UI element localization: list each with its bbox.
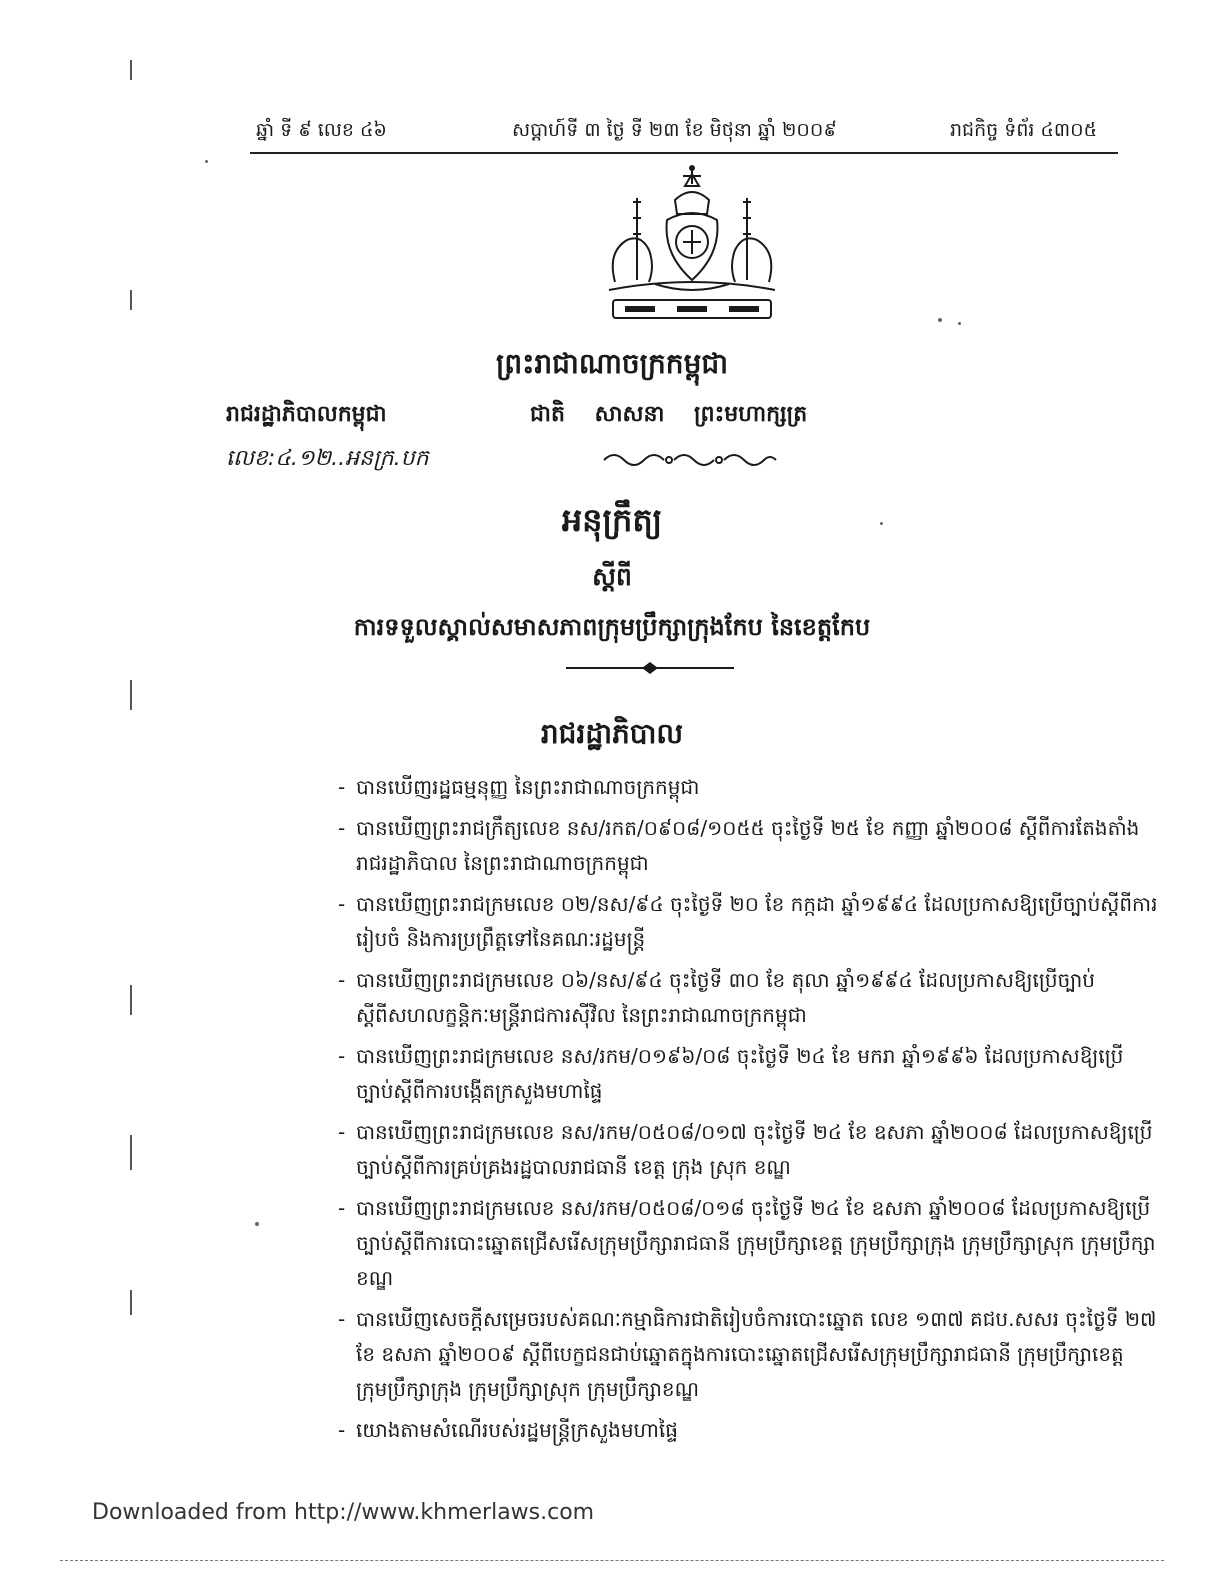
scan-margin-line	[130, 290, 132, 310]
reference-number: លេខ:៤.១២..អនក្រ.បក	[226, 446, 429, 471]
clause-item: - បានឃើញព្រះរាជក្រមលេខ នស/រកម/០១៩៦/០៨ ចុះថ្ងៃទី ២៤ ខែ មករា ឆ្នាំ១៩៩៦ ដែលប្រកាសឱ្យប្រើច្បាប់ស្តីពីការបង្កើតក្រសួងមហាផ្ទៃ	[338, 1039, 1158, 1109]
about-label: ស្តីពី	[592, 562, 632, 591]
clause-item: - បានឃើញព្រះរាជក្រមលេខ ០៦/នស/៩៤ ចុះថ្ងៃទី ៣០ ខែ តុលា ឆ្នាំ១៩៩៤ ដែលប្រកាសឱ្យប្រើច្បាប់ស្តីពីសហលក្ខន្តិកៈមន្ត្រីរាជការស៊ីវិល នៃព្រះរាជាណាចក្រកម្ពុជា	[338, 963, 1158, 1033]
document-type: អនុក្រឹត្យ	[561, 501, 663, 539]
clause-item: - បានឃើញព្រះរាជក្រមលេខ ០២/នស/៩៤ ចុះថ្ងៃទី ២០ ខែ កក្កដា ឆ្នាំ១៩៩៤ ដែលប្រកាសឱ្យប្រើច្បាប់ស្តីពីការរៀបចំ និងការប្រព្រឹត្តទៅនៃគណៈរដ្ឋមន្ត្រី	[338, 887, 1158, 957]
clause-item: - បានឃើញព្រះរាជក្រមលេខ នស/រកម/០៥០៨/០១៧ ចុះថ្ងៃទី ២៤ ខែ ឧសភា ឆ្នាំ២០០៨ ដែលប្រកាសឱ្យប្រើច្បាប់ស្តីពីការគ្រប់គ្រងរដ្ឋបាលរាជធានី ខេត្ត ក្រុង ស្រុក ខណ្ឌ	[338, 1115, 1158, 1185]
government-heading: រាជរដ្ឋាភិបាល	[540, 717, 684, 750]
clause-item: - យោងតាមសំណើរបស់រដ្ឋមន្ត្រីក្រសួងមហាផ្ទៃ	[338, 1413, 1158, 1448]
scan-speck	[958, 322, 961, 325]
scan-margin-line	[130, 1290, 132, 1315]
national-motto: ជាតិ សាសនា ព្រះមហាក្សត្រ	[530, 402, 808, 427]
scan-speck	[938, 318, 942, 322]
ornament-divider	[600, 448, 780, 474]
scan-speck	[255, 1222, 259, 1226]
preamble-clauses	[338, 770, 1158, 1454]
header-rule	[250, 152, 1118, 154]
scan-margin-line	[130, 680, 132, 710]
scan-margin-line	[130, 985, 132, 1015]
scan-margin-line	[130, 60, 132, 80]
gazette-volume: ឆ្នាំ ទី ៩ លេខ ៤៦	[256, 119, 387, 141]
clause-item: - បានឃើញព្រះរាជក្រមលេខ នស/រកម/០៥០៨/០១៨ ចុះថ្ងៃទី ២៤ ខែ ឧសភា ឆ្នាំ២០០៨ ដែលប្រកាសឱ្យប្រើច្បាប់ស្តីពីការបោះឆ្នោតជ្រើសរើសក្រុមប្រឹក្សារាជធានី ក្រុមប្រឹក្សាខេត្ត ក្រុមប្រឹក្សាក្រុង ក្រុមប្រឹក្សាស្រុក ក្រុមប្រឹក្សាខណ្ឌ	[338, 1191, 1158, 1296]
royal-emblem	[597, 162, 787, 330]
download-source-footer: Downloaded from http://www.khmerlaws.com	[92, 1500, 595, 1525]
scan-margin-line	[130, 1135, 132, 1170]
scan-speck	[205, 160, 208, 163]
scan-bottom-line	[60, 1560, 1164, 1561]
issuer-name: រាជរដ្ឋាភិបាលកម្ពុជា	[226, 402, 387, 427]
kingdom-title: ព្រះរាជាណាចក្រកម្ពុជា	[495, 347, 728, 380]
clause-item: - បានឃើញព្រះរាជក្រឹត្យលេខ នស/រកត/០៩០៨/១០៥៥ ចុះថ្ងៃទី ២៥ ខែ កញ្ញា ឆ្នាំ២០០៨ ស្តីពីការតែងតាំងរាជរដ្ឋាភិបាល នៃព្រះរាជាណាចក្រកម្ពុជា	[338, 811, 1158, 881]
section-divider	[560, 660, 740, 679]
gazette-page: រាជកិច្ច ទំព័រ ៤៣០៥	[950, 119, 1098, 141]
clause-item: - បានឃើញរដ្ឋធម្មនុញ្ញ នៃព្រះរាជាណាចក្រកម្ពុជា	[338, 770, 1158, 805]
document-subject: ការទទួលស្គាល់សមាសភាពក្រុមប្រឹក្សាក្រុងកែប នៃខេត្តកែប	[353, 613, 871, 641]
clause-item: - បានឃើញសេចក្តីសម្រេចរបស់គណៈកម្មាធិការជាតិរៀបចំការបោះឆ្នោត លេខ ១៣៧ គជប.សសរ ចុះថ្ងៃទី ២៧ ខែ ឧសភា ឆ្នាំ២០០៩ ស្តីពីបេក្ខជនជាប់ឆ្នោតក្នុងការបោះឆ្នោតជ្រើសរើសក្រុមប្រឹក្សារាជធានី ក្រុមប្រឹក្សាខេត្ត ក្រុមប្រឹក្សាក្រុង ក្រុមប្រឹក្សាស្រុក ក្រុមប្រឹក្សាខណ្ឌ	[338, 1302, 1158, 1407]
gazette-date: សប្តាហ៍ទី ៣ ថ្ងៃ ទី ២៣ ខែ មិថុនា ឆ្នាំ ២០០៩	[512, 119, 837, 141]
